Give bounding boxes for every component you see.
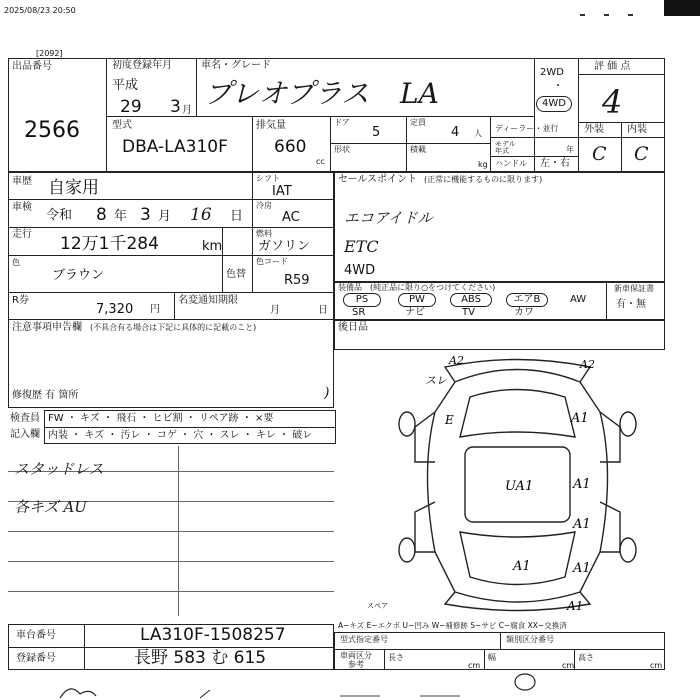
cc-label: 排気量 — [256, 120, 286, 131]
ac-value: AC — [282, 210, 300, 225]
exterior-grade: C — [592, 143, 607, 165]
reg-month: 3 — [170, 97, 181, 117]
reg-year: 29 — [120, 97, 142, 117]
model-code: DBA-LA310F — [122, 137, 228, 157]
model-label: 型式 — [112, 120, 132, 131]
diagram-mark: A1 — [513, 559, 531, 574]
reg-label: 初度登録年月 — [112, 60, 172, 71]
later-items-block — [334, 320, 665, 350]
handwritten-note-1: スタッドレス — [14, 460, 104, 478]
diagram-mark: A1 — [573, 561, 591, 576]
dash-mark — [604, 14, 609, 16]
dash-mark — [580, 14, 585, 16]
shift-value: IAT — [272, 184, 292, 199]
equip-ps: PS — [343, 293, 381, 307]
diagram-mark: A1 — [573, 477, 591, 492]
handwritten-note-2: 各キズ AU — [14, 498, 87, 516]
warranty-value: 有・無 — [616, 299, 646, 310]
interior-grade: C — [634, 143, 649, 165]
shaken-year: 8 — [96, 205, 107, 225]
color-code: R59 — [284, 273, 310, 288]
lot-number: 2566 — [24, 118, 80, 143]
drive-4wd-circled: 4WD — [536, 96, 572, 112]
diagram-mark: A1 — [571, 411, 589, 426]
rating-score: 4 — [602, 83, 623, 121]
car-damage-diagram — [367, 352, 640, 617]
diagram-mark: UA1 — [505, 479, 534, 494]
seats: 4 — [451, 125, 460, 140]
sales-item-2: ETC — [344, 237, 379, 256]
car-name: プレオプラス — [204, 77, 370, 110]
reg-era: 平成 — [112, 78, 139, 93]
diagram-mark: A2 — [449, 354, 464, 367]
diagram-mark: スレ — [425, 374, 447, 387]
diagram-mark: A1 — [573, 517, 591, 532]
equip-aw: AW — [570, 294, 587, 305]
displacement: 660 — [274, 137, 307, 157]
recycle-fee: 7,320 — [96, 302, 134, 317]
shaken-month: 3 — [140, 205, 151, 225]
car-grade: LA — [400, 77, 439, 110]
dash-mark — [628, 14, 633, 16]
black-corner-mark — [664, 0, 700, 16]
interior-label: 内装 — [627, 124, 647, 135]
repair-history: 修復歴 有 箇所 — [12, 390, 79, 401]
plate-number: 長野 583 む 615 — [134, 648, 267, 668]
color-value: ブラウン — [52, 268, 105, 283]
doors: 5 — [372, 125, 381, 140]
handle-side: 左・右 — [540, 158, 570, 169]
diagram-mark: A2 — [580, 358, 595, 371]
interior-defects-row: 内装 ・ キズ ・ 汚レ ・ コゲ ・ 穴 ・ スレ ・ キレ ・ 破レ — [48, 430, 313, 441]
lot-label: 出品番号 — [12, 61, 52, 72]
exterior-defects-row: FW ・ キズ ・ 飛石 ・ ヒビ割 ・ リペア跡 ・ ×要 — [48, 413, 274, 424]
timestamp: 2025/08/23 20:50 — [4, 6, 76, 15]
vehicle-history: 自家用 — [48, 178, 99, 198]
sales-item-3: 4WD — [344, 263, 376, 278]
damage-legend: A−キズ E−エクボ U−凹み W−補修跡 S−サビ C−腐食 XX−交換済 — [338, 621, 567, 630]
exterior-label: 外装 — [584, 124, 604, 135]
diagram-mark: E — [445, 413, 454, 427]
equip-abs: ABS — [450, 293, 492, 307]
equip-pw: PW — [398, 293, 436, 307]
shaken-day: 16 — [190, 205, 212, 225]
bottom-edge-scribbles — [0, 672, 700, 700]
car-label: 車名・グレード — [201, 60, 271, 71]
fuel-value: ガソリン — [258, 239, 311, 254]
chassis-number: LA310F-1508257 — [140, 625, 286, 645]
spare-label: スペア — [367, 602, 388, 610]
diagram-mark: A1 — [567, 599, 584, 613]
mileage: 12万1千284 — [60, 234, 159, 254]
drive-2wd: 2WD — [540, 67, 564, 78]
reg-month-unit: 月 — [182, 105, 192, 116]
sales-item-1: エコアイドル — [344, 209, 433, 227]
rating-label: 評 価 点 — [594, 61, 631, 72]
sheet-code: [2092] — [36, 49, 63, 58]
sales-point-block — [334, 172, 665, 282]
equip-airbag: エアB — [506, 293, 548, 307]
